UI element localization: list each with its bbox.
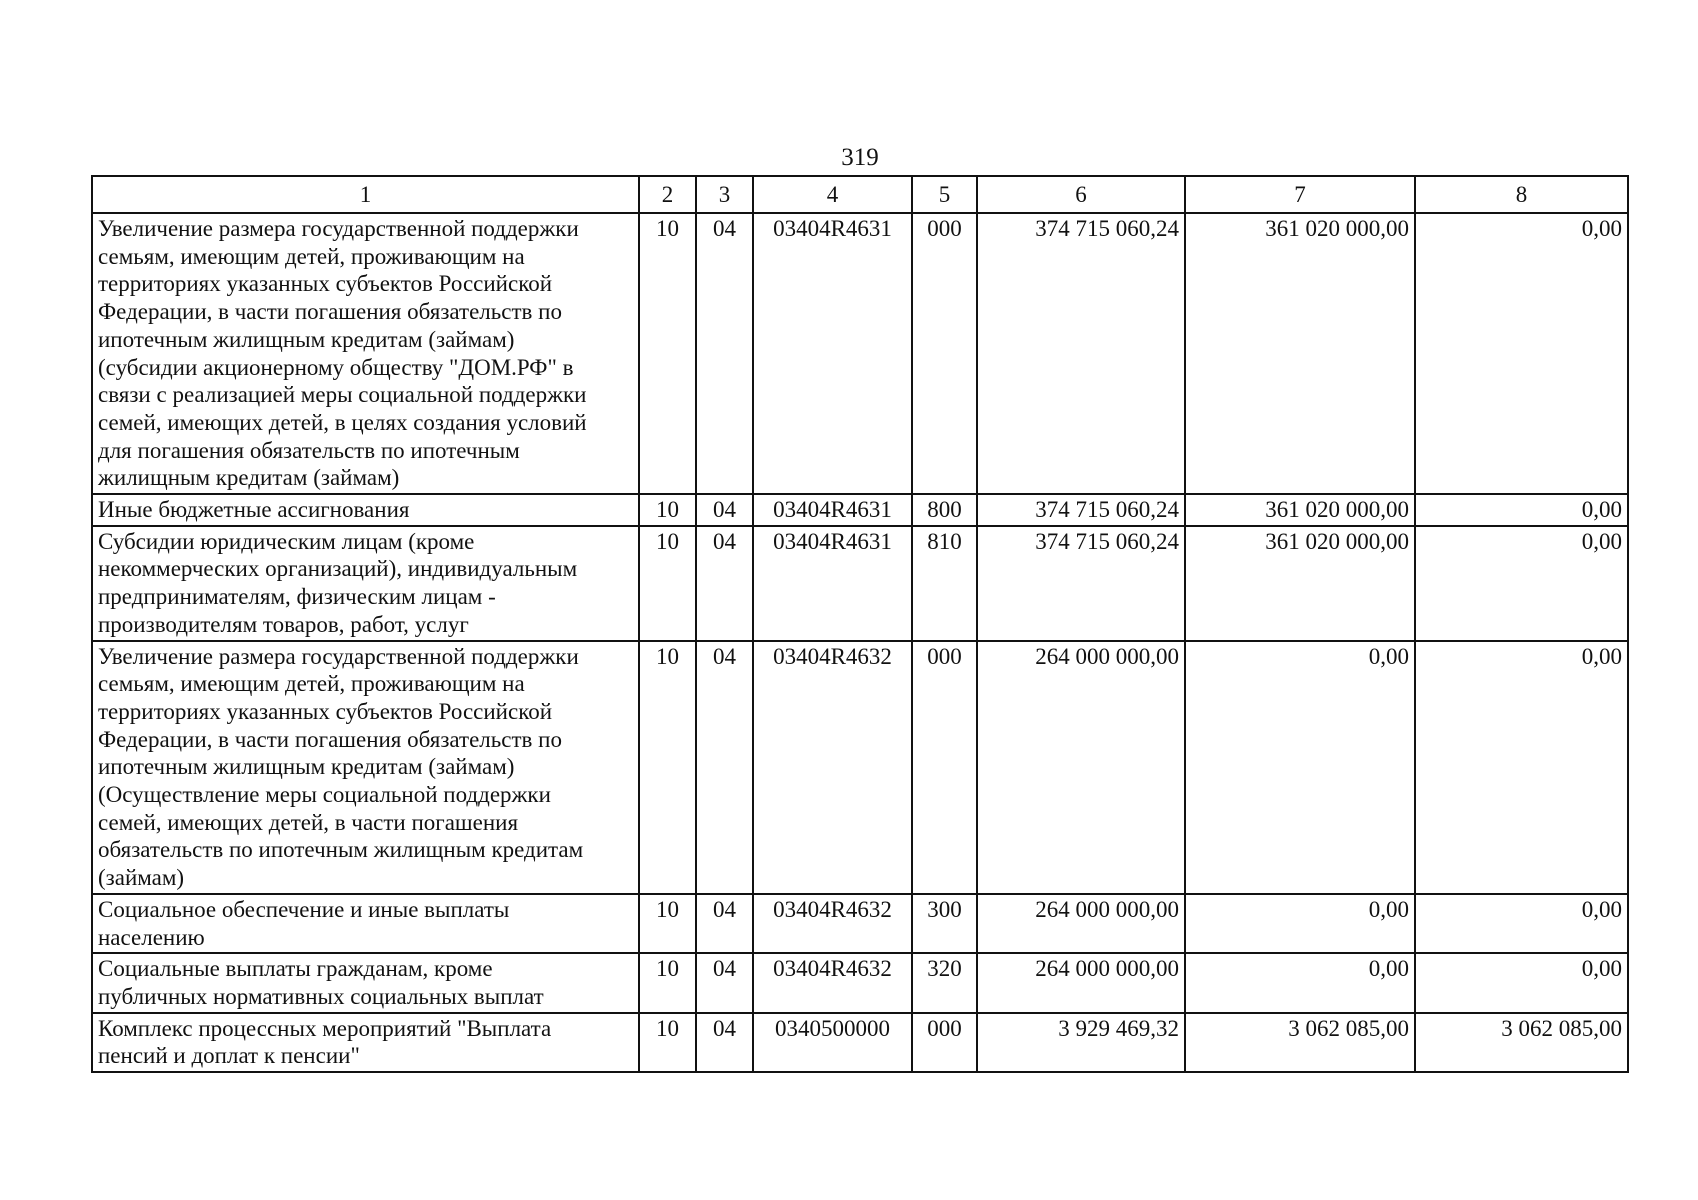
target-article-code: 03404R4631 — [753, 213, 912, 494]
section-code: 10 — [639, 894, 696, 953]
target-article-code: 03404R4632 — [753, 894, 912, 953]
page-number: 319 — [841, 144, 879, 171]
subsection-code: 04 — [696, 1013, 753, 1072]
subsection-code: 04 — [696, 213, 753, 494]
expense-type-code: 000 — [912, 1013, 977, 1072]
header-row — [92, 176, 1628, 213]
amount-col6: 3 929 469,32 — [977, 1013, 1185, 1072]
amount-col8: 0,00 — [1415, 953, 1628, 1012]
row-description-cell — [92, 494, 639, 526]
row-description-cell — [92, 1013, 639, 1072]
column-header-2: 2 — [639, 176, 696, 213]
amount-col8: 0,00 — [1415, 213, 1628, 494]
column-header-4: 4 — [753, 176, 912, 213]
amount-col7: 361 020 000,00 — [1185, 494, 1415, 526]
row-description-cell — [92, 213, 639, 494]
table-row — [92, 953, 1628, 1012]
expense-type-code: 800 — [912, 494, 977, 526]
amount-col8: 3 062 085,00 — [1415, 1013, 1628, 1072]
target-article-code: 03404R4632 — [753, 641, 912, 894]
amount-col7: 3 062 085,00 — [1185, 1013, 1415, 1072]
row-description-cell — [92, 641, 639, 894]
amount-col6: 374 715 060,24 — [977, 213, 1185, 494]
target-article-code: 03404R4631 — [753, 526, 912, 641]
row-description: Социальные выплаты гражданам, кроме публичных нормативных социальных выплат — [98, 956, 544, 1009]
amount-col8: 0,00 — [1415, 894, 1628, 953]
row-description-cell — [92, 894, 639, 953]
row-description: Увеличение размера государственной поддержки семьям, имеющим детей, проживающим на территориях указанных субъектов Российской Федерации, в части погашения обязательств по ипотечным жилищным кредитам (займам) (Осуществление меры социальной поддержки семей, имеющих детей, в части погашения обязательств по ипотечным жилищным кредитам (займам) — [98, 643, 584, 891]
amount-col7: 0,00 — [1185, 641, 1415, 894]
table-row — [92, 494, 1628, 526]
section-code: 10 — [639, 641, 696, 894]
row-description: Субсидии юридическим лицам (кроме некоммерческих организаций), индивидуальным предпринимателям, физическим лицам - производителям товаров, работ, услуг — [98, 528, 578, 637]
target-article-code: 0340500000 — [753, 1013, 912, 1072]
budget-table — [91, 175, 1629, 1073]
amount-col8: 0,00 — [1415, 526, 1628, 641]
subsection-code: 04 — [696, 953, 753, 1012]
amount-col7: 361 020 000,00 — [1185, 526, 1415, 641]
table-row — [92, 213, 1628, 494]
row-description: Комплекс процессных мероприятий "Выплата пенсий и доплат к пенсии" — [98, 1015, 552, 1069]
amount-col6: 264 000 000,00 — [977, 953, 1185, 1012]
column-header-7: 7 — [1185, 176, 1415, 213]
row-description: Иные бюджетные ассигнования — [98, 497, 410, 523]
column-header-8: 8 — [1415, 176, 1628, 213]
amount-col6: 374 715 060,24 — [977, 526, 1185, 641]
column-header-5: 5 — [912, 176, 977, 213]
row-description-cell — [92, 953, 639, 1012]
amount-col7: 0,00 — [1185, 953, 1415, 1012]
section-code: 10 — [639, 1013, 696, 1072]
subsection-code: 04 — [696, 526, 753, 641]
amount-col6: 374 715 060,24 — [977, 494, 1185, 526]
section-code: 10 — [639, 526, 696, 641]
section-code: 10 — [639, 494, 696, 526]
table-row — [92, 526, 1628, 641]
subsection-code: 04 — [696, 894, 753, 953]
column-header-3: 3 — [696, 176, 753, 213]
amount-col6: 264 000 000,00 — [977, 894, 1185, 953]
expense-type-code: 810 — [912, 526, 977, 641]
target-article-code: 03404R4632 — [753, 953, 912, 1012]
row-description: Увеличение размера государственной поддержки семьям, имеющим детей, проживающим на территориях указанных субъектов Российской Федерации, в части погашения обязательств по ипотечным жилищным кредитам (займам) (субсидии акционерному обществу "ДОМ.РФ" в связи с реализацией меры социальной поддержки семей, имеющих детей, в целях создания условий для погашения обязательств по ипотечным жилищным кредитам (займам) — [98, 216, 587, 491]
amount-col7: 0,00 — [1185, 894, 1415, 953]
expense-type-code: 300 — [912, 894, 977, 953]
expense-type-code: 320 — [912, 953, 977, 1012]
section-code: 10 — [639, 213, 696, 494]
table-row — [92, 1013, 1628, 1072]
table-row — [92, 641, 1628, 894]
subsection-code: 04 — [696, 494, 753, 526]
table-row — [92, 894, 1628, 953]
row-description-cell — [92, 526, 639, 641]
section-code: 10 — [639, 953, 696, 1012]
column-header-1: 1 — [92, 176, 639, 213]
target-article-code: 03404R4631 — [753, 494, 912, 526]
amount-col8: 0,00 — [1415, 494, 1628, 526]
amount-col6: 264 000 000,00 — [977, 641, 1185, 894]
subsection-code: 04 — [696, 641, 753, 894]
amount-col8: 0,00 — [1415, 641, 1628, 894]
expense-type-code: 000 — [912, 641, 977, 894]
expense-type-code: 000 — [912, 213, 977, 494]
column-header-6: 6 — [977, 176, 1185, 213]
amount-col7: 361 020 000,00 — [1185, 213, 1415, 494]
row-description: Социальное обеспечение и иные выплаты населению — [98, 896, 510, 950]
